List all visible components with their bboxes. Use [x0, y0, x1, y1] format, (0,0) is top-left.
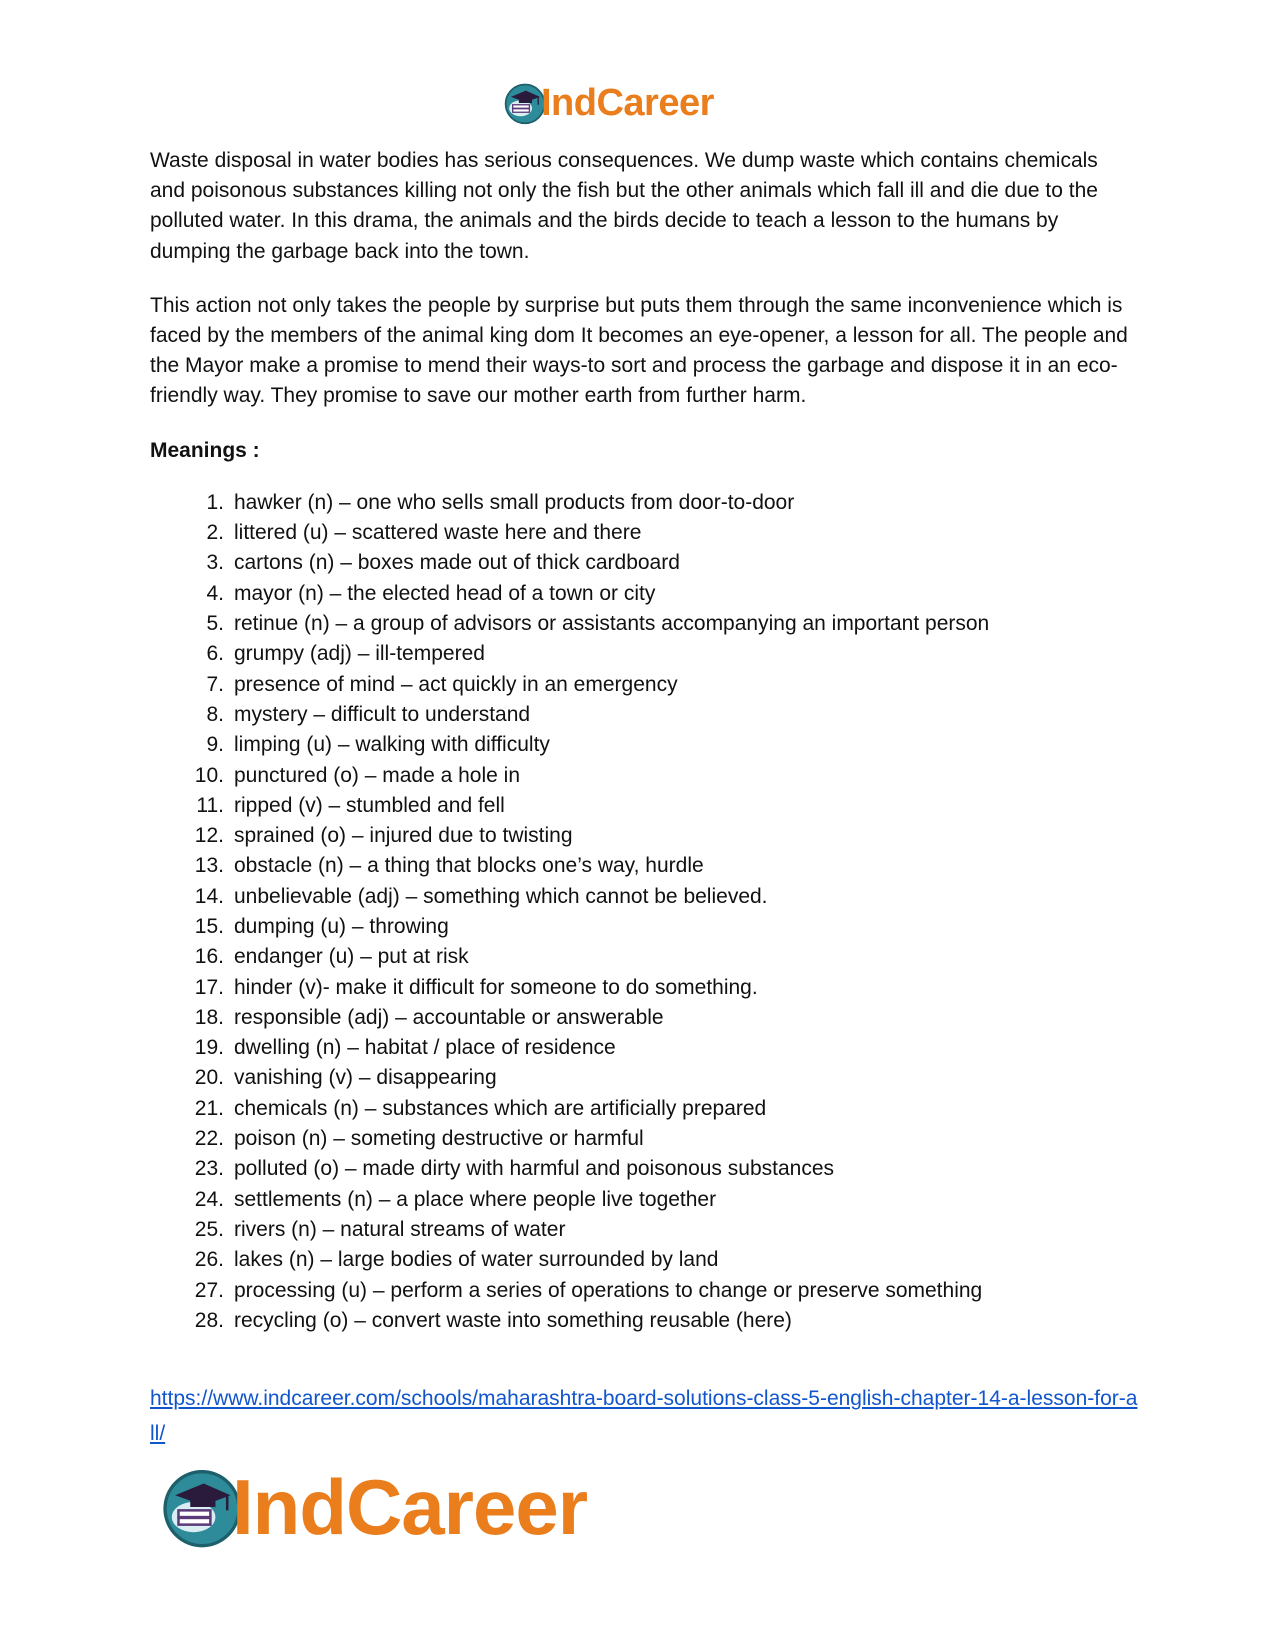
- list-item-number: 10.: [194, 763, 224, 787]
- header-logo: [503, 80, 714, 126]
- list-item-text: retinue (n) – a group of advisors or assistants accompanying an important person: [234, 612, 990, 636]
- list-item-number: 8.: [206, 702, 224, 726]
- list-item-number: 11.: [196, 793, 224, 817]
- list-item-number: 5.: [206, 612, 224, 636]
- list-item-text: littered (u) – scattered waste here and there: [234, 521, 642, 545]
- list-item-text: limping (u) – walking with difficulty: [234, 733, 550, 757]
- list-item-text: presence of mind – act quickly in an emergency: [234, 672, 678, 696]
- list-item: [150, 912, 1130, 942]
- list-item-number: 16.: [194, 945, 224, 969]
- list-item: [150, 1185, 1130, 1215]
- logo-wordmark: IndCareer: [232, 1463, 588, 1551]
- list-item: [150, 1306, 1130, 1336]
- list-item-text: mayor (n) – the elected head of a town or city: [234, 581, 656, 605]
- list-item-text: ripped (v) – stumbled and fell: [234, 793, 505, 817]
- list-item-text: hinder (v)- make it difficult for someone to do something.: [234, 975, 758, 999]
- list-item-number: 1.: [206, 490, 224, 514]
- list-item-text: vanishing (v) – disappearing: [234, 1066, 497, 1090]
- list-item: [150, 791, 1130, 821]
- list-item-number: 21.: [194, 1096, 224, 1120]
- list-item-text: hawker (n) – one who sells small products from door-to-door: [234, 490, 795, 514]
- list-item: [150, 518, 1130, 548]
- list-item-number: 7.: [206, 672, 224, 696]
- list-item-text: processing (u) – perform a series of operations to change or preserve something: [234, 1278, 983, 1302]
- list-item-number: 15.: [194, 914, 224, 938]
- list-item: [150, 548, 1130, 578]
- document-body: [150, 146, 1130, 1336]
- list-item: [150, 700, 1130, 730]
- list-item-text: rivers (n) – natural streams of water: [234, 1217, 566, 1241]
- list-item: [150, 973, 1130, 1003]
- list-item-number: 2.: [206, 521, 224, 545]
- list-item-number: 19.: [194, 1036, 224, 1060]
- list-item: [150, 1124, 1130, 1154]
- list-item-number: 13.: [194, 854, 224, 878]
- list-item-number: 4.: [206, 581, 224, 605]
- list-item-text: sprained (o) – injured due to twisting: [234, 824, 573, 848]
- list-item: [150, 1215, 1130, 1245]
- list-item: [150, 1154, 1130, 1184]
- list-item-text: recycling (o) – convert waste into something reusable (here): [234, 1308, 792, 1332]
- list-item-number: 27.: [194, 1278, 224, 1302]
- list-item-number: 3.: [206, 551, 224, 575]
- source-link[interactable]: https://www.indcareer.com/schools/maharashtra-board-solutions-class-5-english-chapter-14-a-lesson-for-all/: [150, 1387, 1138, 1445]
- list-item-text: punctured (o) – made a hole in: [234, 763, 521, 787]
- list-item: [150, 609, 1130, 639]
- list-item: [150, 882, 1130, 912]
- list-item: [150, 1003, 1130, 1033]
- list-item: [150, 761, 1130, 791]
- paragraph-1: Waste disposal in water bodies has serious consequences. We dump waste which contains chemicals and poisonous substances killing not only the fish but the other animals which fall ill and die due to the polluted water. In this drama, the animals and the birds decide to teach a lesson to the humans by dumping the garbage back into the town.: [150, 149, 1098, 263]
- list-item: [150, 851, 1130, 881]
- list-item-text: chemicals (n) – substances which are artificially prepared: [234, 1096, 767, 1120]
- list-item-number: 23.: [194, 1157, 224, 1181]
- list-item-text: responsible (adj) – accountable or answerable: [234, 1005, 664, 1029]
- list-item-number: 14.: [194, 884, 224, 908]
- list-item-text: grumpy (adj) – ill-tempered: [234, 642, 485, 666]
- list-item-number: 20.: [194, 1066, 224, 1090]
- list-item-number: 24.: [194, 1187, 224, 1211]
- list-item: [150, 1245, 1130, 1275]
- list-item-number: 12.: [194, 824, 224, 848]
- list-item-number: 9.: [206, 733, 224, 757]
- list-item: [150, 670, 1130, 700]
- list-item-text: cartons (n) – boxes made out of thick cardboard: [234, 551, 680, 575]
- list-item-text: poison (n) – someting destructive or harmful: [234, 1127, 644, 1151]
- list-item: [150, 1063, 1130, 1093]
- meanings-heading: Meanings :: [150, 438, 260, 462]
- list-item-text: lakes (n) – large bodies of water surrounded by land: [234, 1248, 719, 1272]
- list-item: [150, 488, 1130, 518]
- list-item: [150, 821, 1130, 851]
- footer-logo: [160, 1462, 587, 1552]
- logo-wordmark: IndCareer: [541, 82, 714, 124]
- meanings-list: [150, 488, 1130, 1336]
- list-item-number: 28.: [194, 1308, 224, 1332]
- list-item: [150, 942, 1130, 972]
- list-item-text: endanger (u) – put at risk: [234, 945, 469, 969]
- list-item-number: 17.: [194, 975, 224, 999]
- list-item-text: settlements (n) – a place where people live together: [234, 1187, 717, 1211]
- list-item: [150, 639, 1130, 669]
- list-item: [150, 730, 1130, 760]
- list-item-text: obstacle (n) – a thing that blocks one’s way, hurdle: [234, 854, 704, 878]
- list-item-text: dumping (u) – throwing: [234, 914, 449, 938]
- list-item: [150, 1033, 1130, 1063]
- list-item-text: polluted (o) – made dirty with harmful and poisonous substances: [234, 1157, 834, 1181]
- list-item-text: mystery – difficult to understand: [234, 702, 531, 726]
- list-item-text: dwelling (n) – habitat / place of residence: [234, 1036, 616, 1060]
- list-item: [150, 1276, 1130, 1306]
- list-item: [150, 1094, 1130, 1124]
- paragraph-2: This action not only takes the people by surprise but puts them through the same inconvenience which is faced by the members of the animal king dom It becomes an eye-opener, a lesson for all. The people and the Mayor make a promise to mend their ways-to sort and process the garbage and dispose it in an eco-friendly way. They promise to save our mother earth from further harm.: [150, 293, 1128, 408]
- list-item-number: 25.: [194, 1217, 224, 1241]
- list-item-text: unbelievable (adj) – something which cannot be believed.: [234, 884, 768, 908]
- list-item: [150, 579, 1130, 609]
- list-item-number: 26.: [194, 1248, 224, 1272]
- list-item-number: 6.: [206, 642, 224, 666]
- list-item-number: 22.: [194, 1127, 224, 1151]
- list-item-number: 18.: [194, 1005, 224, 1029]
